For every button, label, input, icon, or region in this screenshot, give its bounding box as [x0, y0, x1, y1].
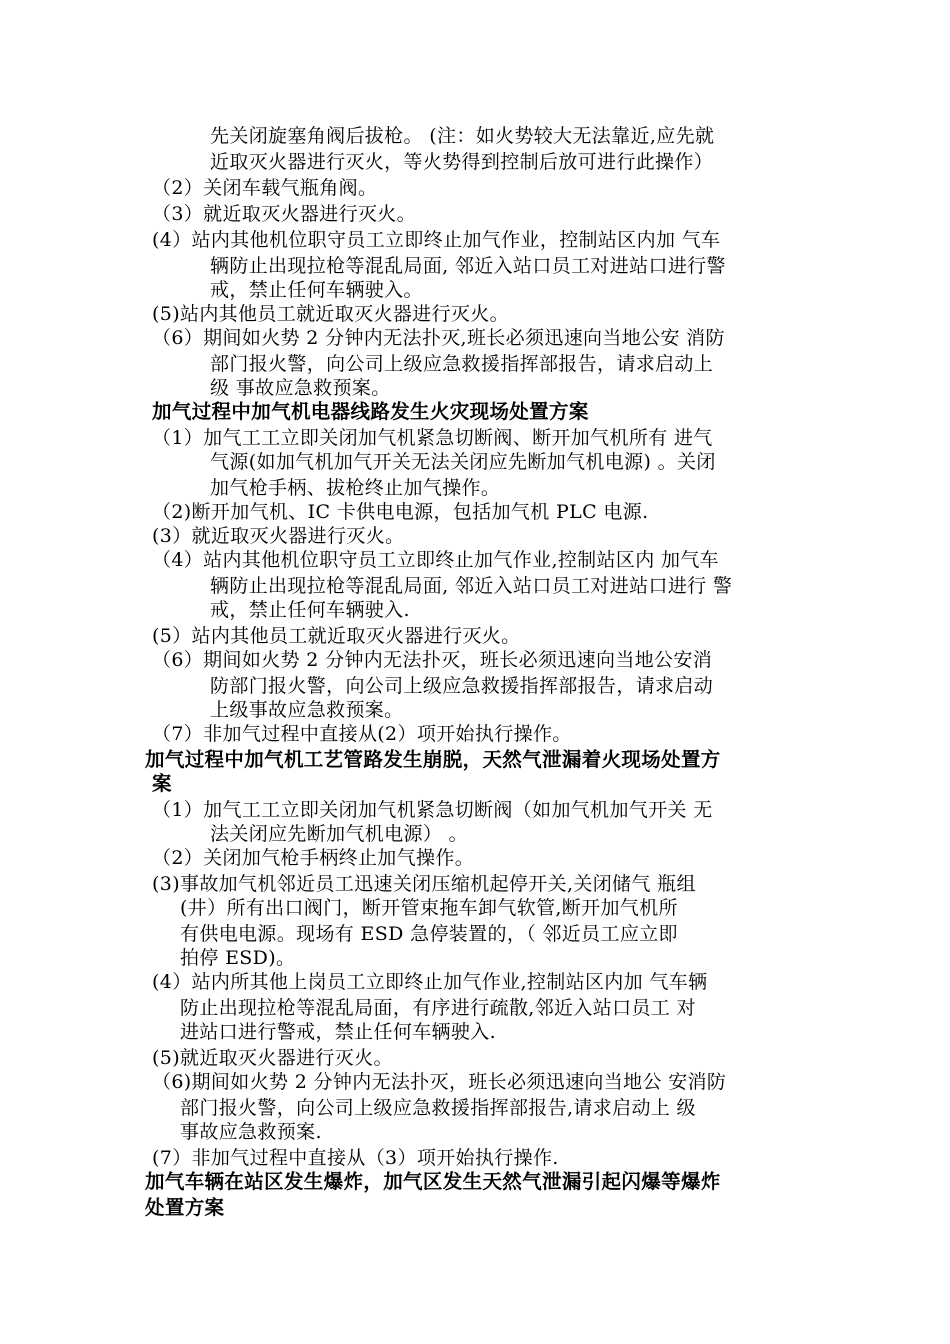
text-line: 辆防止出现拉枪等混乱局面, 邻近入站口员工对进站口进行警	[210, 255, 726, 277]
text-line: 拍停 ESD)。	[180, 947, 296, 969]
text-line: (4）站内其他机位职守员工立即终止加气作业，控制站区内加 气车	[152, 229, 721, 251]
section-heading: 加气过程中加气机工艺管路发生崩脱，天然气泄漏着火现场处置方	[145, 748, 721, 771]
section-heading: 案	[152, 772, 172, 795]
text-line: （2）关闭加气枪手柄终止加气操作。	[152, 847, 475, 869]
text-line: 辆防止出现拉枪等混乱局面, 邻近入站口员工对进站口进行 警	[210, 575, 733, 597]
text-line: 戒，禁止任何车辆驶入。	[210, 279, 423, 301]
text-line: (5)站内其他员工就近取灭火器进行灭火。	[152, 303, 509, 325]
text-line: （4）站内其他机位职守员工立即终止加气作业,控制站区内 加气车	[152, 549, 720, 571]
text-line: （7）非加气过程中直接从(2）项开始执行操作。	[152, 723, 572, 745]
text-line: 防部门报火警，向公司上级应急救援指挥部报告，请求启动	[210, 675, 714, 697]
text-line: 法关闭应先断加气机电源） 。	[210, 823, 468, 845]
text-line: 进站口进行警戒，禁止任何车辆驶入.	[180, 1021, 496, 1043]
text-line: 防止出现拉枪等混乱局面，有序进行疏散,邻近入站口员工 对	[180, 997, 696, 1019]
text-line: （1）加气工工立即关闭加气机紧急切断阀、断开加气机所有 进气	[152, 427, 713, 449]
text-line: 气源(如加气机加气开关无法关闭应先断加气机电源) 。关闭	[210, 451, 716, 473]
text-line: 有供电电源。现场有 ESD 急停装置的，（ 邻近员工应立即	[180, 923, 678, 945]
text-line: (井）所有出口阀门，断开管束拖车卸气软管,断开加气机所	[180, 897, 678, 919]
text-line: (3)事故加气机邻近员工迅速关闭压缩机起停开关,关闭储气 瓶组	[152, 873, 696, 895]
text-line: （1）加气工工立即关闭加气机紧急切断阀（如加气机加气开关 无	[152, 799, 713, 821]
text-line: （6）期间如火势 2 分钟内无法扑灭，班长必须迅速向当地公安消	[152, 649, 713, 671]
text-line: 部门报火警，向公司上级应急救援指挥部报告,请求启动上 级	[180, 1097, 696, 1119]
section-heading: 加气过程中加气机电器线路发生火灾现场处置方案	[152, 400, 589, 423]
section-heading: 处置方案	[145, 1196, 225, 1219]
text-line: 先关闭旋塞角阀后拔枪。 (注：如火势较大无法靠近,应先就	[210, 125, 715, 147]
text-line: （6）期间如火势 2 分钟内无法扑灭,班长必须迅速向当地公安 消防	[152, 327, 725, 349]
text-line: 部门报火警，向公司上级应急救援指挥部报告，请求启动上	[210, 353, 714, 375]
text-line: 加气枪手柄、拔枪终止加气操作。	[210, 477, 501, 499]
text-line: 戒，禁止任何车辆驶入.	[210, 599, 410, 621]
text-line: 事故应急救预案.	[180, 1121, 322, 1143]
text-line: (5)就近取灭火器进行灭火。	[152, 1047, 393, 1069]
text-line: 级 事故应急救预案。	[210, 377, 391, 399]
text-line: (7）非加气过程中直接从（3）项开始执行操作.	[152, 1147, 559, 1169]
text-line: （6)期间如火势 2 分钟内无法扑灭，班长必须迅速向当地公 安消防	[152, 1071, 727, 1093]
text-line: 上级事故应急救预案。	[210, 699, 404, 721]
text-line: （3）就近取灭火器进行灭火。	[152, 203, 416, 225]
text-line: （2）关闭车载气瓶角阀。	[152, 177, 378, 199]
text-line: 近取灭火器进行灭火，等火势得到控制后放可进行此操作）	[210, 151, 714, 173]
text-line: (4）站内所其他上岗员工立即终止加气作业,控制站区内加 气车辆	[152, 971, 708, 993]
text-line: (3）就近取灭火器进行灭火。	[152, 525, 405, 547]
section-heading: 加气车辆在站区发生爆炸，加气区发生天然气泄漏引起闪爆等爆炸	[145, 1170, 721, 1193]
text-line: （2)断开加气机、IC 卡供电电源，包括加气机 PLC 电源.	[152, 501, 649, 523]
text-line: (5）站内其他员工就近取灭火器进行灭火。	[152, 625, 521, 647]
